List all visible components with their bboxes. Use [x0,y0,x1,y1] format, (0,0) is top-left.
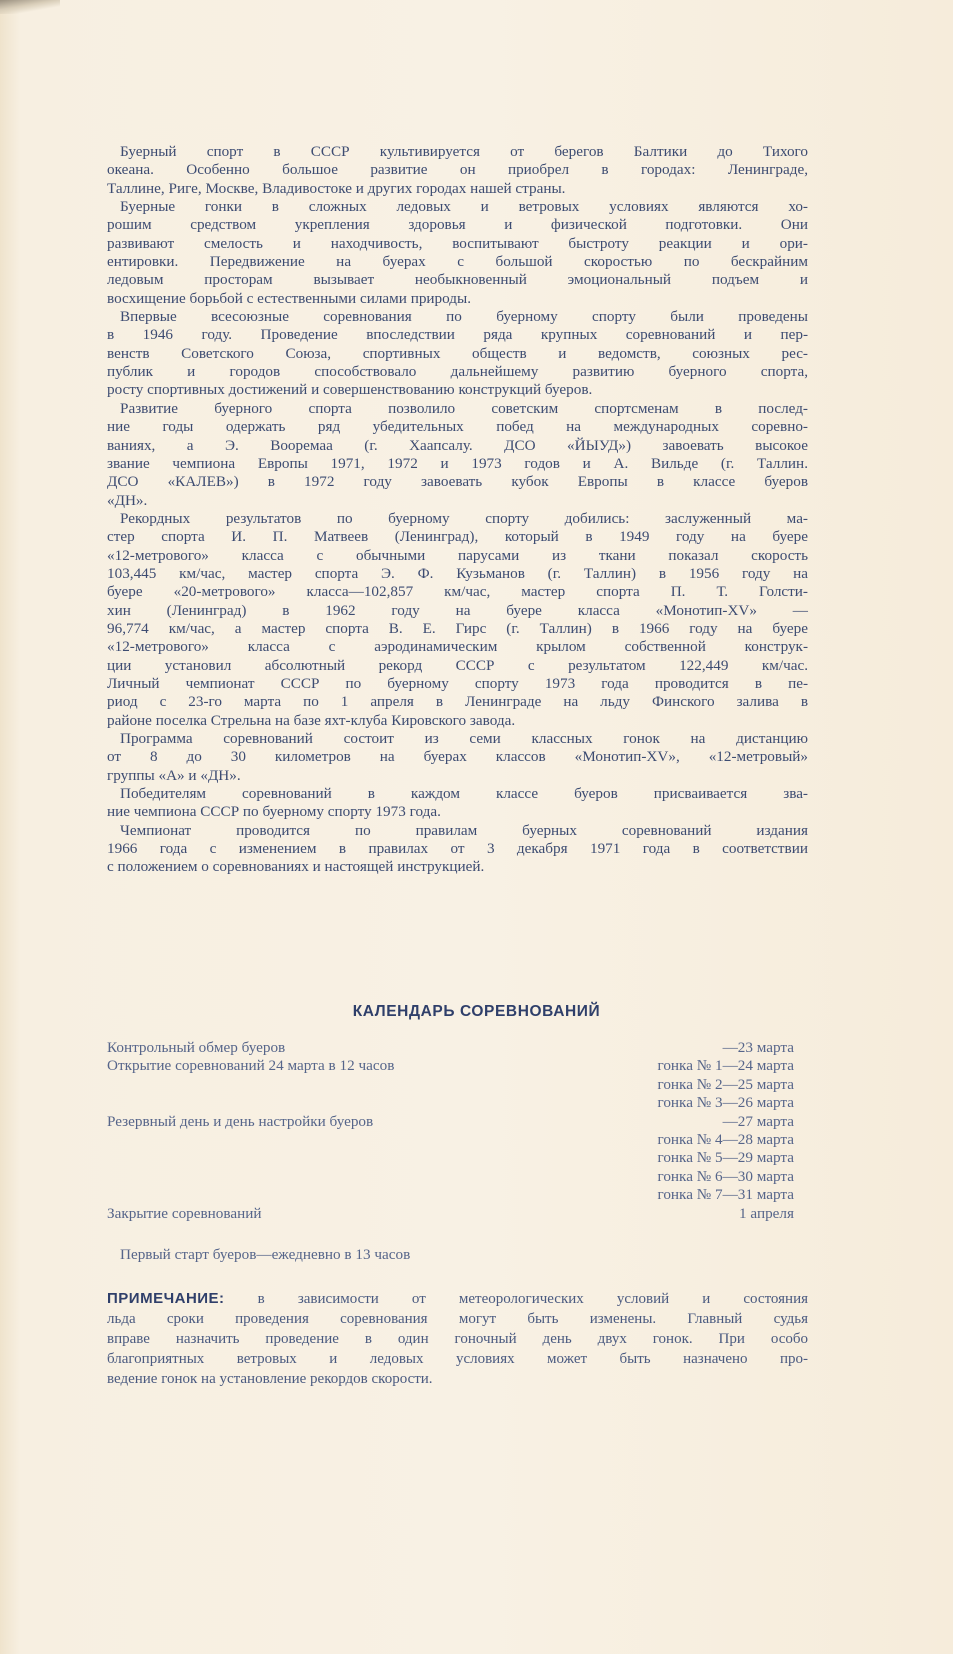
calendar-date: 1 апреля [739,1204,794,1222]
calendar-row [107,1057,794,1075]
text-line: 1966 года с изменением в правилах от 3 декабря 1971 года в соответствии [107,840,808,858]
text-line: с положением о соревнованиях и настоящей инструкцией. [107,858,485,876]
text-line: росту спортивных достижений и совершенствованию конструкций буеров. [107,381,593,399]
intro-text [107,143,808,877]
text-line: развивают смелость и находчивость, воспитывают быстроту реакции и ори- [107,234,808,252]
paragraph [107,822,808,877]
text-line: «12-метрового» класса с обычными парусами из ткани показал скорость [107,546,808,564]
paragraph [107,510,808,730]
calendar-date: гонка № 1—24 марта [657,1057,794,1075]
calendar-event: Открытие соревнований 24 марта в 12 часов [107,1057,395,1075]
calendar-date: гонка № 5—29 марта [657,1149,794,1167]
text-line: ние чемпиона СССР по буерному спорту 1973 года. [107,803,441,821]
text-line: ДСО «КАЛЕВ») в 1972 году завоевать кубок Европы в классе буеров [107,473,808,491]
text-line: Буерные гонки в сложных ледовых и ветровых условиях являются хо- [120,198,808,216]
text-line: в 1946 году. Проведение впоследствии ряда крупных соревнований и пер- [107,326,808,344]
paragraph [107,308,808,400]
note-line: льда сроки проведения соревнования могут быть изменены. Главный судья [107,1311,808,1327]
paragraph [107,400,808,510]
text-line: Рекордных результатов по буерному спорту добились: заслуженный ма- [120,509,808,527]
calendar-row [107,1205,794,1223]
text-line: Развитие буерного спорта позволило советским спортсменам в послед- [120,399,808,417]
calendar-date: —27 марта [722,1112,794,1130]
calendar-row [107,1076,794,1094]
calendar-row [107,1113,794,1131]
calendar-row [107,1168,794,1186]
first-start-note: Первый старт буеров—ежедневно в 13 часов [120,1246,411,1263]
note-block [107,1289,808,1389]
calendar-event: Контрольный обмер буеров [107,1039,286,1056]
calendar-row [107,1149,794,1167]
paragraph [107,143,808,198]
text-line: ние годы одержать ряд убедительных побед на международных соревно- [107,418,808,436]
calendar-row [107,1094,794,1112]
calendar-date: гонка № 3—26 марта [657,1094,794,1112]
text-line: Чемпионат проводится по правилам буерных соревнований издания [120,821,808,839]
text-line: 103,445 км/час, мастер спорта Э. Ф. Кузьманов (г. Таллин) в 1956 году на [107,564,808,582]
note-line: вправе назначить проведение в один гоночный день двух гонок. При особо [107,1331,808,1347]
calendar-title: КАЛЕНДАРЬ СОРЕВНОВАНИЙ [352,1003,601,1020]
note-line [107,1289,808,1309]
text-line: Таллине, Риге, Москве, Владивостоке и других городах нашей страны. [107,179,566,197]
text-line: от 8 до 30 километров на буерах классов «Монотип-XV», «12-метровый» [107,748,808,766]
text-line: публик и городов способствовало дальнейшему развитию буерного спорта, [107,363,808,381]
text-line: восхищение борьбой с естественными силами природы. [107,289,472,307]
text-line: рошим средством укрепления здоровья и физической подготовки. Они [107,216,808,234]
text-line: районе поселка Стрельна на базе яхт-клуба Кировского завода. [107,711,516,729]
text-line: океана. Особенно большое развитие он приобрел в городах: Ленинграде, [107,161,808,179]
calendar-date: —23 марта [722,1039,794,1056]
calendar-date: гонка № 6—30 марта [657,1167,794,1185]
text-line: стер спорта И. П. Матвеев (Ленинград), который в 1949 году на буере [107,528,808,546]
page-corner-shadow [0,0,60,14]
note-text: в зависимости от метеорологических условий и состояния [224,1291,808,1307]
text-line: риод с 23-го марта по 1 апреля в Ленинграде на льду Финского залива в [107,693,808,711]
text-line: «ДН». [107,491,148,509]
text-line: ентировки. Передвижение на буерах с большой скоростью по бескрайним [107,253,808,271]
note-line: ведение гонок на установление рекордов скорости. [107,1371,433,1387]
text-line: Буерный спорт в СССР культивируется от берегов Балтики до Тихого [120,143,808,160]
calendar-event: Резервный день и день настройки буеров [107,1112,374,1130]
text-line: Личный чемпионат СССР по буерному спорту 1973 года проводится в пе- [107,674,808,692]
calendar-date: гонка № 7—31 марта [657,1186,794,1204]
text-line: хин (Ленинград) в 1962 году на буере класса «Монотип-XV» — [107,601,808,619]
note-label: ПРИМЕЧАНИЕ: [107,1290,225,1307]
calendar-date: гонка № 2—25 марта [657,1075,794,1093]
text-line: 96,774 км/час, а мастер спорта В. Е. Гирс (г. Таллин) в 1966 году на буере [107,619,808,637]
paragraph [107,730,808,785]
text-line: ледовым просторам вызывает необыкновенный эмоциональный подъем и [107,271,808,289]
paragraph [107,785,808,822]
calendar-row [107,1039,794,1057]
paragraph [107,198,808,308]
text-line: звание чемпиона Европы 1971, 1972 и 1973 годов и А. Вильде (г. Таллин. [107,454,808,472]
text-line: Победителям соревнований в каждом классе буеров присваивается зва- [120,785,808,803]
calendar-date: гонка № 4—28 марта [657,1130,794,1148]
note-line: благоприятных ветровых и ледовых условиях может быть назначено про- [107,1351,808,1367]
text-line: ции установил абсолютный рекорд СССР с результатом 122,449 км/час. [107,656,808,674]
text-line: ваниях, а Э. Вооремаа (г. Хаапсалу. ДСО «ЙЫУД») завоевать высокое [107,436,808,454]
calendar-row [107,1131,794,1149]
text-line: Впервые всесоюзные соревнования по буерному спорту были проведены [120,308,808,326]
text-line: «12-метрового» класса с аэродинамическим крылом собственной конструк- [107,638,808,656]
text-line: группы «А» и «ДН». [107,766,241,784]
text-line: буере «20-метрового» класса—102,857 км/час, мастер спорта П. Т. Голсти- [107,583,808,601]
calendar-event: Закрытие соревнований [107,1204,262,1222]
calendar-row [107,1186,794,1204]
calendar-table [107,1039,794,1223]
text-line: Программа соревнований состоит из семи классных гонок на дистанцию [120,730,808,747]
text-line: венств Советского Союза, спортивных обществ и ведомств, союзных рес- [107,344,808,362]
